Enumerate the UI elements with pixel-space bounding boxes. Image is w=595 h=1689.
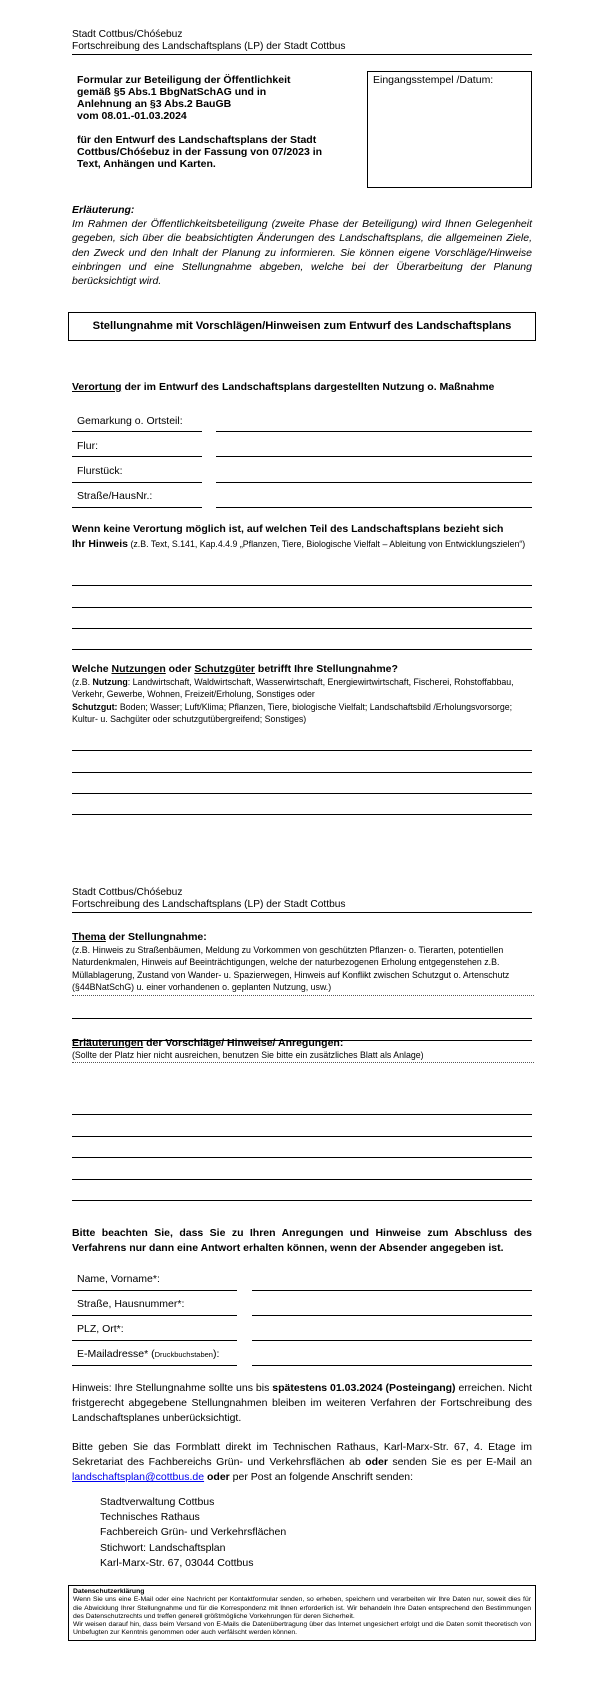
form-title-line: Text, Anhängen und Karten. — [77, 158, 216, 170]
plan-part-heading-2: Ihr Hinweis — [72, 538, 129, 550]
section-title-box — [68, 312, 536, 341]
field-label-street: Straße, Hausnummer*: — [77, 1298, 185, 1310]
email-input-line[interactable] — [252, 1365, 532, 1366]
form-title-line: Anlehnung an §3 Abs.2 BauGB — [77, 98, 232, 110]
field-label-name: Name, Vorname*: — [77, 1273, 160, 1285]
label-underline — [72, 507, 202, 508]
form-title — [77, 74, 347, 170]
submission-note: Bitte geben Sie das Formblatt direkt im Technischen Rathaus, Karl-Marx-Str. 67, 4. Etage im Sekretariat des Fachbereichs Grün- und Verkehrsflächen ab oder senden Sie es per E-Mail an landschaftsplan@cottbus.de oder per Post an folgende Anschrift senden: — [72, 1441, 532, 1483]
answer-line[interactable] — [72, 750, 532, 751]
page-header-2 — [72, 887, 532, 913]
address-line: Stadtverwaltung Cottbus — [100, 1496, 215, 1508]
answer-line[interactable] — [72, 649, 532, 650]
usage-examples: (z.B. Nutzung: Landwirtschaft, Waldwirtschaft, Wasserwirtschaft, Energiewirtwirtschaft, Fischerei, Rohstoffabbau, Verkehr, Gewerbe, Wohnen, Freizeit/Erholung, Sonstiges oder Schutzgut: Boden; Wasser; Luft/Klima; Pflanzen, Tiere, biologische Vielfalt; Landschaftsbild /Erholungsvorsorge; Kultur- u. Sachgüter oder schutzgutübergreifend; Sonstiges) — [72, 677, 514, 724]
usage-question — [72, 662, 534, 725]
header-city: Stadt Cottbus/Chóśebuz — [72, 29, 183, 40]
city-input-line[interactable] — [252, 1340, 532, 1341]
answer-line[interactable] — [72, 1136, 532, 1137]
label-underline — [72, 1340, 237, 1341]
privacy-text: Wir weisen darauf hin, dass beim Versand von E-Mails die Datenübertragung über das Internet ungesichert erfolgt und die Daten somit theoretisch von Unbefugten zur Kenntnis genommen oder auch verfälscht werden können. — [73, 1621, 531, 1637]
section-title: Stellungnahme mit Vorschlägen/Hinweisen zum Entwurf des Landschaftsplans — [92, 320, 512, 332]
name-input-line[interactable] — [252, 1290, 532, 1291]
page-header-1 — [72, 29, 532, 55]
header-subtitle: Fortschreibung des Landschaftsplans (LP) der Stadt Cottbus — [72, 899, 346, 910]
stamp-label: Eingangsstempel /Datum: — [373, 74, 494, 86]
explanation-text: Im Rahmen der Öffentlichkeitsbeteiligung (zweite Phase der Beteiligung) wird Ihnen Gelegenheit gegeben, sich über die beabsichtigten Änderungen des Landschaftsplans, die allgemeinen Ziele, den Zweck und den Inhalt der Planung zu informieren. Sie können eigene Vorschläge/Hinweise einbringen und eine Stellungnahme abgeben, welche bei der Überarbeitung der Planung berücksichtigt wird. — [72, 218, 532, 288]
field-label-email: E-Mailadresse* (Druckbuchstaben): — [77, 1348, 220, 1360]
answer-line[interactable] — [72, 585, 532, 586]
label-underline — [72, 1290, 237, 1291]
location-heading — [72, 381, 494, 393]
label-underline — [72, 1365, 237, 1366]
answer-line[interactable] — [72, 772, 532, 773]
field-label-gemarkung: Gemarkung o. Ortsteil: — [77, 415, 183, 427]
privacy-heading: Datenschutzerklärung — [73, 1588, 145, 1595]
privacy-text: Wenn Sie uns eine E-Mail oder eine Nachricht per Kontaktformular senden, so erheben, speichern und verarbeiten wir Ihre Daten nur, soweit dies für die Abwicklung Ihrer Stellungnahme und für die Korrespondenz mit Ihnen erforderlich ist. Wir behandeln Ihre Daten entsprechend den Bestimmungen des Datenschutzrechts und treffen generell größtmögliche Vorkehrungen für deren Sicherheit. — [73, 1596, 531, 1620]
explanations-hint: (Sollte der Platz hier nicht ausreichen, benutzen Sie bitte ein zusätzliches Blatt als Anlage) — [72, 1050, 534, 1063]
answer-line[interactable] — [72, 1157, 532, 1158]
form-title-line: für den Entwurf des Landschaftsplans der Stadt — [77, 134, 317, 146]
topic-hint: (z.B. Hinweis zu Straßenbäumen, Meldung zu Vorkommen von geschützten Pflanzen- o. Tierarten, potentiellen Naturdenkmalen, Hinweis auf Beeinträchtigungen, welche der naturbezogenen Erholung entgegenstehen z.B. Müllablagerung, Zustand von Wander- u. Spazierwegen, Hinweis auf Konflikt zwischen Schutzgut o. Artenschutz (§44BNatSchG) u. einer vorhandenen o. geplanten Nutzung, usw.) — [72, 944, 534, 996]
address-line: Fachbereich Grün- und Verkehrsflächen — [100, 1526, 287, 1539]
answer-line[interactable] — [72, 607, 532, 608]
strasse-input-line[interactable] — [216, 507, 532, 508]
answer-line[interactable] — [72, 1018, 532, 1019]
label-underline — [72, 482, 202, 483]
header-subtitle: Fortschreibung des Landschaftsplans (LP) der Stadt Cottbus — [72, 41, 346, 52]
form-title-line: vom 08.01.-01.03.2024 — [77, 110, 187, 122]
flur-input-line[interactable] — [216, 456, 532, 457]
location-heading-underlined: Verortung — [72, 381, 122, 393]
street-input-line[interactable] — [252, 1315, 532, 1316]
answer-line[interactable] — [72, 793, 532, 794]
sender-note: Bitte beachten Sie, dass Sie zu Ihren Anregungen und Hinweise zum Abschluss des Verfahrens nur dann eine Antwort erhalten können, wenn der Absender angegeben ist. — [72, 1227, 532, 1254]
address-line: Technisches Rathaus — [100, 1511, 200, 1524]
plan-part-question — [72, 522, 534, 552]
field-label-flurstueck: Flurstück: — [77, 465, 123, 477]
answer-line[interactable] — [72, 1114, 532, 1115]
topic-section — [72, 930, 534, 996]
privacy-box — [68, 1585, 536, 1641]
plan-part-hint: (z.B. Text, S.141, Kap.4.4.9 „Pflanzen, Tiere, Biologische Vielfalt – Ableitung von Entwicklungszielen“) — [128, 539, 526, 549]
postal-address — [100, 1495, 286, 1571]
form-title-line: gemäß §5 Abs.1 BbgNatSchAG und in — [77, 86, 267, 98]
answer-line[interactable] — [72, 814, 532, 815]
header-city: Stadt Cottbus/Chóśebuz — [72, 887, 183, 898]
field-label-flur: Flur: — [77, 440, 98, 452]
label-underline — [72, 431, 202, 432]
deadline-note: Hinweis: Ihre Stellungnahme sollte uns bis spätestens 01.03.2024 (Posteingang) erreichen. Nicht fristgerecht abgegebene Stellungnahmen bleiben im weiteren Verfahren der Fortschreibung des Landschaftsplanes unberücksichtigt. — [72, 1382, 533, 1424]
gemarkung-input-line[interactable] — [216, 431, 532, 432]
explanations-heading: Erläuterungen der Vorschläge/ Hinweise/ Anregungen: — [72, 1037, 344, 1049]
explanations-section — [72, 1036, 534, 1063]
email-link[interactable]: landschaftsplan@cottbus.de — [72, 1471, 205, 1483]
answer-line[interactable] — [72, 628, 532, 629]
field-label-strasse: Straße/HausNr.: — [77, 490, 153, 502]
address-line: Karl-Marx-Str. 67, 03044 Cottbus — [100, 1556, 254, 1569]
plan-part-heading: Wenn keine Verortung möglich ist, auf welchen Teil des Landschaftsplans bezieht sich — [72, 523, 504, 535]
location-heading-rest: der im Entwurf des Landschaftsplans dargestellten Nutzung o. Maßnahme — [121, 381, 495, 393]
explanation — [72, 203, 532, 288]
address-line: Stichwort: Landschaftsplan — [100, 1541, 226, 1554]
form-title-line: Formular zur Beteiligung der Öffentlichkeit — [77, 74, 291, 86]
usage-heading: Welche Nutzungen oder Schutzgüter betrifft Ihre Stellungnahme? — [72, 663, 398, 675]
label-underline — [72, 456, 202, 457]
answer-line[interactable] — [72, 1200, 532, 1201]
form-title-line: Cottbus/Chóśebuz in der Fassung von 07/2023 in — [77, 146, 323, 158]
explanation-heading: Erläuterung: — [72, 204, 135, 216]
label-underline — [72, 1315, 237, 1316]
topic-heading: Thema der Stellungnahme: — [72, 931, 207, 943]
flurstueck-input-line[interactable] — [216, 482, 532, 483]
stamp-box — [367, 71, 532, 188]
answer-line[interactable] — [72, 1179, 532, 1180]
field-label-city: PLZ, Ort*: — [77, 1323, 124, 1335]
